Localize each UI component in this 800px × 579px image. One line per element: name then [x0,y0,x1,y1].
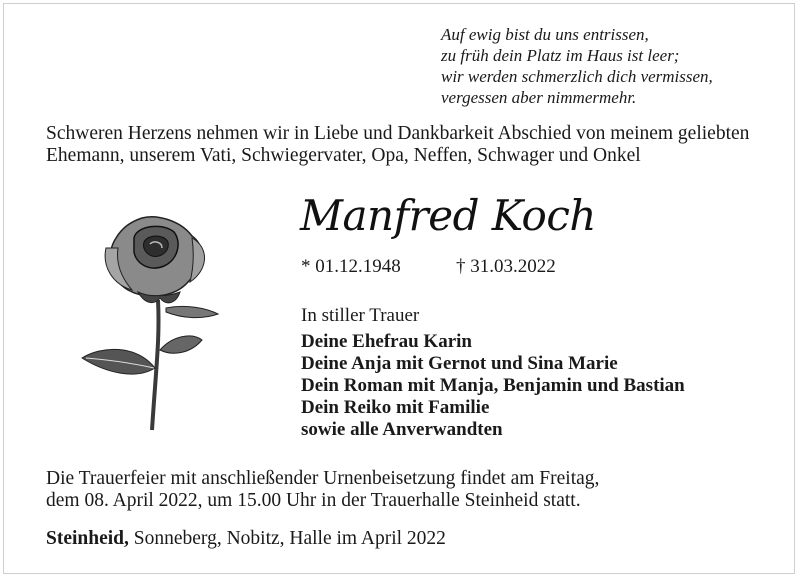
funeral-line: dem 08. April 2022, um 15.00 Uhr in der Trauerhalle Steinheid statt. [46,490,581,511]
mourner-line: Dein Reiko mit Familie [301,397,490,418]
intro-text: Schweren Herzens nehmen wir in Liebe und Dankbarkeit Abschied von meinem geliebten Ehemann, unserem Vati, Schwiegervater, Opa, Neffen, Schwager und Onkel [46,123,750,166]
funeral-line: Die Trauerfeier mit anschließender Urnenbeisetzung findet am Freitag, [46,468,600,489]
location-main: Steinheid, [46,528,129,549]
location-rest: Sonneberg, Nobitz, Halle im April 2022 [128,528,446,549]
mourners-list [301,331,685,441]
mourner-line: Deine Ehefrau Karin [301,331,472,352]
memorial-poem [441,24,713,108]
deceased-name: Manfred Koch [300,191,596,240]
mourner-line: Deine Anja mit Gernot und Sina Marie [301,353,618,374]
poem-line: zu früh dein Platz im Haus ist leer; [441,46,680,65]
poem-line: Auf ewig bist du uns entrissen, [441,25,649,44]
mourning-heading: In stiller Trauer [301,305,420,326]
poem-line: vergessen aber nimmermehr. [441,88,637,107]
funeral-info [46,468,599,512]
location-line [46,528,446,550]
birth-date: * 01.12.1948 [301,256,401,277]
death-date: † 31.03.2022 [456,256,556,277]
mourner-line: Dein Roman mit Manja, Benjamin und Bastian [301,375,685,396]
life-dates [301,256,556,278]
rose-icon [76,208,226,436]
poem-line: wir werden schmerzlich dich vermissen, [441,67,713,86]
mourner-line: sowie alle Anverwandten [301,419,503,440]
